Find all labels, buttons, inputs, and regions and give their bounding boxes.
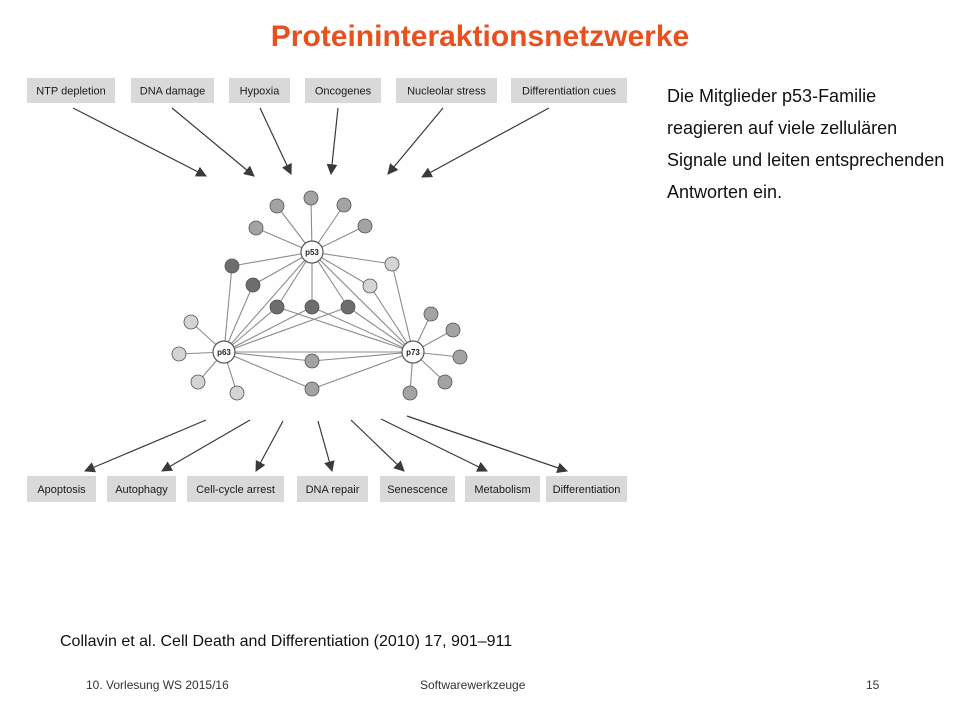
hub-label: p63 — [217, 348, 231, 357]
output-label: Metabolism — [474, 484, 531, 496]
protein-node — [403, 386, 417, 400]
protein-node — [270, 199, 284, 213]
input-label: DNA damage — [139, 85, 206, 98]
output-label: Senescence — [387, 484, 448, 496]
input-label: Nucleolar stress — [407, 85, 486, 98]
protein-node — [172, 347, 186, 361]
output-box-differentiation — [546, 476, 627, 502]
protein-node — [385, 257, 399, 271]
input-box-differentiation-cues — [511, 78, 627, 103]
output-box-autophagy — [107, 476, 176, 502]
protein-node — [270, 300, 284, 314]
output-arrow — [256, 421, 283, 471]
protein-node — [363, 279, 377, 293]
slide-description: Die Mitglieder p53-Familie reagieren auf viele zellulären Signale und leiten entsprechenden Antworten ein. — [667, 86, 945, 202]
output-arrow — [85, 420, 206, 471]
output-box-metabolism — [465, 476, 540, 502]
protein-node — [305, 354, 319, 368]
input-arrow — [172, 108, 254, 176]
output-arrow — [318, 421, 332, 471]
output-box-apoptosis — [27, 476, 96, 502]
input-box-oncogenes — [305, 78, 381, 103]
output-label: Differentiation — [552, 484, 621, 496]
hub-label: p53 — [305, 248, 319, 257]
output-arrow — [351, 420, 404, 471]
output-box-senescence — [380, 476, 455, 502]
protein-node — [446, 323, 460, 337]
protein-node — [424, 307, 438, 321]
protein-node — [337, 198, 351, 212]
footer-lecture: 10. Vorlesung WS 2015/16 — [86, 678, 229, 692]
output-arrows — [85, 416, 567, 471]
output-arrow — [162, 420, 250, 471]
protein-node — [305, 382, 319, 396]
output-box-cell-cycle-arrest — [187, 476, 284, 502]
input-label: Hypoxia — [239, 85, 280, 98]
protein-node — [191, 375, 205, 389]
output-label: Apoptosis — [37, 484, 86, 496]
protein-node — [438, 375, 452, 389]
protein-node — [249, 221, 263, 235]
reference-citation: Collavin et al. Cell Death and Differentiation (2010) 17, 901–911 — [60, 633, 513, 650]
protein-node — [304, 191, 318, 205]
slide-title: Proteininteraktionsnetzwerke — [270, 20, 690, 53]
hub-node-p73 — [402, 341, 424, 363]
output-arrow — [381, 419, 487, 471]
input-arrows — [73, 108, 549, 177]
input-arrow — [331, 108, 338, 174]
input-box-ntp-depletion — [27, 78, 115, 103]
protein-node — [341, 300, 355, 314]
input-box-hypoxia — [229, 78, 290, 103]
input-arrow — [388, 108, 443, 174]
protein-node — [453, 350, 467, 364]
protein-node — [184, 315, 198, 329]
protein-node — [225, 259, 239, 273]
input-label: Differentiation cues — [522, 85, 616, 98]
output-box-dna-repair — [297, 476, 368, 502]
output-label: Autophagy — [115, 484, 168, 496]
output-responses — [27, 476, 627, 502]
footer-page-number: 15 — [866, 678, 880, 692]
input-arrow — [260, 108, 291, 174]
network-nodes — [172, 191, 467, 400]
footer-course: Softwarewerkzeuge — [420, 678, 526, 692]
hub-label: p73 — [406, 348, 420, 357]
protein-node — [358, 219, 372, 233]
protein-node — [230, 386, 244, 400]
hub-node-p63 — [213, 341, 235, 363]
input-label: NTP depletion — [36, 85, 106, 98]
input-arrow — [73, 108, 206, 176]
output-label: DNA repair — [305, 484, 360, 496]
protein-node — [305, 300, 319, 314]
input-signals — [27, 78, 627, 103]
input-box-nucleolar-stress — [396, 78, 497, 103]
hub-node-p53 — [301, 241, 323, 263]
network-edges — [179, 198, 460, 393]
input-box-dna-damage — [131, 78, 214, 103]
input-arrow — [422, 108, 549, 177]
protein-node — [246, 278, 260, 292]
input-label: Oncogenes — [314, 85, 372, 98]
output-label: Cell-cycle arrest — [196, 484, 275, 496]
